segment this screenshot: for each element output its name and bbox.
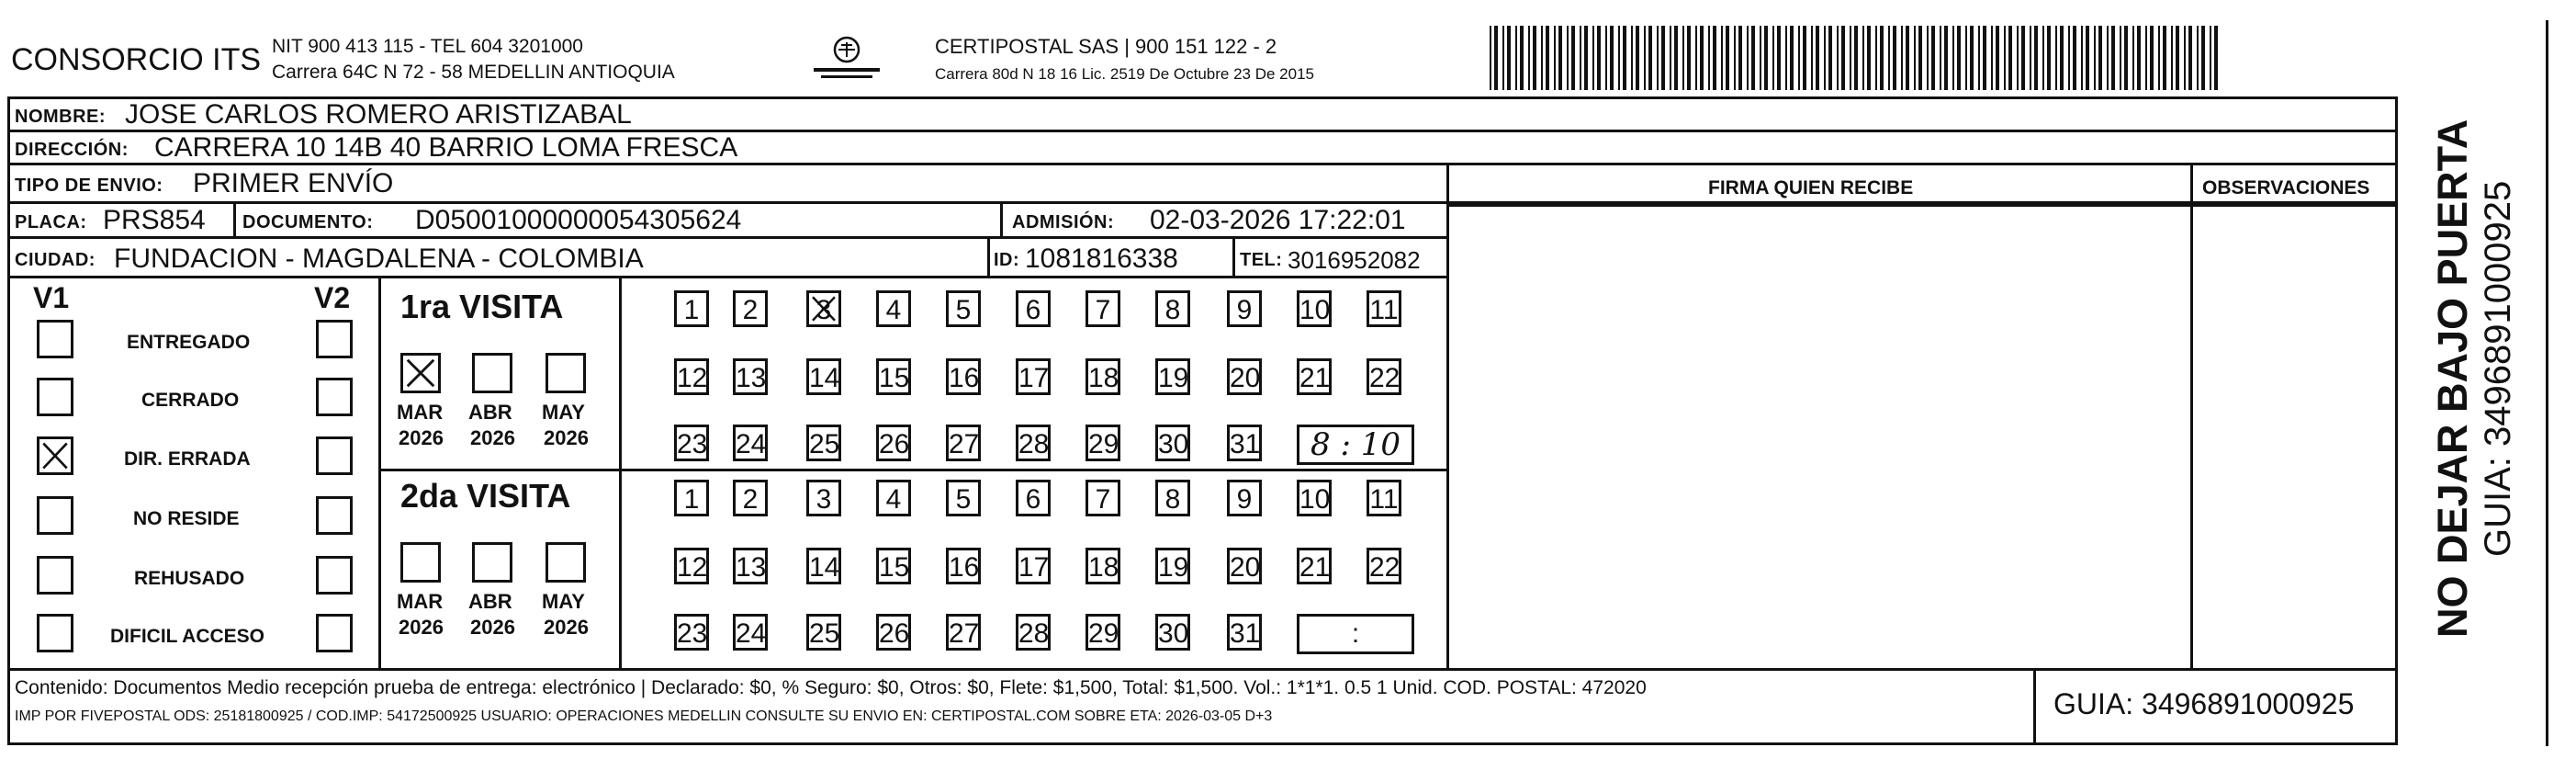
day-box[interactable]: 24 [733,425,768,461]
day-box[interactable]: 11 [1367,290,1401,327]
v2-checkbox[interactable] [316,436,353,475]
year-label: 2026 [544,616,589,639]
month-checkbox[interactable] [400,353,441,393]
day-box[interactable]: 26 [876,614,911,651]
day-box[interactable]: 18 [1086,358,1120,395]
day-box[interactable]: 26 [876,425,911,461]
sender-company: CONSORCIO ITS [11,42,262,77]
day-box[interactable]: 12 [674,548,709,584]
direccion-label: DIRECCIÓN: [15,140,129,160]
status-label: ENTREGADO [127,332,251,353]
direccion-value: CARRERA 10 14B 40 BARRIO LOMA FRESCA [154,132,738,163]
day-box[interactable]: 6 [1016,480,1051,516]
v2-header: V2 [314,281,351,314]
day-box[interactable]: 1 [674,480,709,516]
nombre-label: NOMBRE: [15,107,107,127]
year-label: 2026 [544,426,589,449]
day-box[interactable]: 2 [733,480,768,516]
status-label: REHUSADO [134,568,245,589]
day-box[interactable]: 15 [876,548,911,584]
side-guia: GUIA: 3496891000925 [2478,180,2518,557]
carrier-license: Carrera 80d N 18 16 Lic. 2519 De Octubre 23 De 2015 [935,65,1314,83]
admision-value: 02-03-2026 17:22:01 [1150,205,1406,235]
day-box[interactable]: 7 [1086,480,1120,516]
day-box[interactable]: 10 [1297,290,1332,327]
sender-nit-tel: NIT 900 413 115 - TEL 604 3201000 [272,36,583,57]
day-box[interactable]: 11 [1367,480,1401,516]
v2-checkbox[interactable] [316,556,353,595]
month-label: MAY [542,590,585,613]
year-label: 2026 [399,616,444,639]
month-checkbox[interactable] [472,353,512,393]
day-box[interactable]: 5 [946,480,981,516]
day-box[interactable]: 30 [1155,425,1190,461]
day-box[interactable]: 13 [733,548,768,584]
time-box[interactable]: 8 : 10 [1297,425,1414,465]
day-box[interactable]: 14 [806,548,841,584]
ciudad-label: CIUDAD: [15,250,96,270]
day-box[interactable]: 29 [1086,425,1120,461]
day-box[interactable]: 25 [806,425,841,461]
day-box[interactable]: 4 [876,290,911,327]
certipostal-logo [810,35,883,83]
v1-header: V1 [33,281,70,314]
day-box[interactable]: 13 [733,358,768,395]
day-box[interactable]: 23 [674,614,709,651]
v1-checkbox[interactable] [37,614,73,652]
v2-checkbox[interactable] [316,614,353,652]
placa-value: PRS854 [103,205,206,235]
status-label: DIFICIL ACCESO [110,626,265,647]
month-checkbox[interactable] [546,542,586,583]
status-label: CERRADO [141,390,240,411]
month-label: ABR [468,401,512,424]
day-box[interactable]: 29 [1086,614,1120,651]
footer-imp: IMP POR FIVEPOSTAL ODS: 25181800925 / COD.IMP: 54172500925 USUARIO: OPERACIONES MEDELLIN CONSULTE SU ENVIO EN: CERTIPOSTAL.COM SOBRE ETA: 2026-03-05 D+3 [15,708,1273,724]
day-box[interactable]: 31 [1227,614,1262,651]
day-box[interactable]: 19 [1155,548,1190,584]
v1-checkbox[interactable] [37,436,73,475]
day-box[interactable]: 10 [1297,480,1332,516]
day-box[interactable]: 27 [946,425,981,461]
day-box[interactable]: 20 [1227,358,1262,395]
day-box[interactable]: 16 [946,548,981,584]
observaciones-header: OBSERVACIONES [2202,177,2370,198]
day-box[interactable]: 15 [876,358,911,395]
day-box[interactable]: 30 [1155,614,1190,651]
day-box[interactable]: 9 [1227,290,1262,327]
documento-label: DOCUMENTO: [242,212,374,232]
month-checkbox[interactable] [546,353,586,393]
barcode [1490,26,2221,90]
day-box[interactable]: 3 [806,290,841,327]
tipo-envio-value: PRIMER ENVÍO [193,168,394,198]
day-box[interactable]: 8 [1155,480,1190,516]
firma-header: FIRMA QUIEN RECIBE [1708,177,1914,198]
visit-title: 1ra VISITA [400,288,564,325]
day-box[interactable]: 2 [733,290,768,327]
ciudad-value: FUNDACION - MAGDALENA - COLOMBIA [114,244,644,274]
day-box[interactable]: 23 [674,425,709,461]
day-box[interactable]: 25 [806,614,841,651]
day-box[interactable]: 31 [1227,425,1262,461]
tel-label: TEL: [1240,250,1283,270]
v1-checkbox[interactable] [37,556,73,595]
v1-checkbox[interactable] [37,378,73,416]
day-box[interactable]: 28 [1016,614,1051,651]
day-box[interactable]: 21 [1297,548,1332,584]
day-box[interactable]: 19 [1155,358,1190,395]
day-box[interactable]: 17 [1016,548,1051,584]
sender-address: Carrera 64C N 72 - 58 MEDELLIN ANTIOQUIA [272,62,675,83]
day-box[interactable]: 27 [946,614,981,651]
tipo-envio-label: TIPO DE ENVIO: [15,176,163,196]
day-box[interactable]: 7 [1086,290,1120,327]
day-box[interactable]: 17 [1016,358,1051,395]
id-label: ID: [994,250,1020,270]
day-box[interactable]: 21 [1297,358,1332,395]
footer-guia: GUIA: 3496891000925 [2053,687,2355,720]
status-label: DIR. ERRADA [124,448,251,470]
day-box[interactable]: 8 [1155,290,1190,327]
day-box[interactable]: 24 [733,614,768,651]
placa-label: PLACA: [15,212,87,232]
day-box[interactable]: 12 [674,358,709,395]
day-box[interactable]: 1 [674,290,709,327]
year-label: 2026 [399,426,444,449]
day-box[interactable]: 4 [876,480,911,516]
carrier-name: CERTIPOSTAL SAS | 900 151 122 - 2 [935,35,1277,58]
v2-checkbox[interactable] [316,320,353,358]
day-box[interactable]: 22 [1367,358,1401,395]
year-label: 2026 [470,616,515,639]
id-value: 1081816338 [1025,244,1178,274]
day-box[interactable]: 16 [946,358,981,395]
v2-checkbox[interactable] [316,496,353,535]
v1-checkbox[interactable] [37,320,73,358]
footer-contenido: Contenido: Documentos Medio recepción prueba de entrega: electrónico | Declarado: $0, % Seguro: $0, Otros: $0, Flete: $1,500, Total: $1,500. Vol.: 1*1*1. 0.5 1 Unid. COD. POSTAL: 472020 [15,677,1647,698]
status-label: NO RESIDE [133,508,240,529]
day-box[interactable]: 14 [806,358,841,395]
day-box[interactable]: 20 [1227,548,1262,584]
day-box[interactable]: 9 [1227,480,1262,516]
month-checkbox[interactable] [472,542,512,583]
documento-value: D05001000000054305624 [415,205,742,235]
day-box[interactable]: 6 [1016,290,1051,327]
day-box[interactable]: 3 [806,480,841,516]
tel-value: 3016952082 [1288,246,1421,274]
month-label: MAR [397,590,444,613]
month-checkbox[interactable] [400,542,441,583]
day-box[interactable]: 28 [1016,425,1051,461]
month-label: ABR [468,590,512,613]
day-box[interactable]: 18 [1086,548,1120,584]
v1-checkbox[interactable] [37,496,73,535]
time-box[interactable]: : [1297,614,1414,654]
month-label: MAR [397,401,444,424]
admision-label: ADMISIÓN: [1012,212,1115,232]
month-label: MAY [542,401,585,424]
year-label: 2026 [470,426,515,449]
v2-checkbox[interactable] [316,378,353,416]
nombre-value: JOSE CARLOS ROMERO ARISTIZABAL [125,99,632,130]
visit-title: 2da VISITA [400,477,571,515]
day-check-mark [809,293,838,324]
day-box[interactable]: 5 [946,290,981,327]
side-warning: NO DEJAR BAJO PUERTA [2429,119,2476,638]
day-box[interactable]: 22 [1367,548,1401,584]
